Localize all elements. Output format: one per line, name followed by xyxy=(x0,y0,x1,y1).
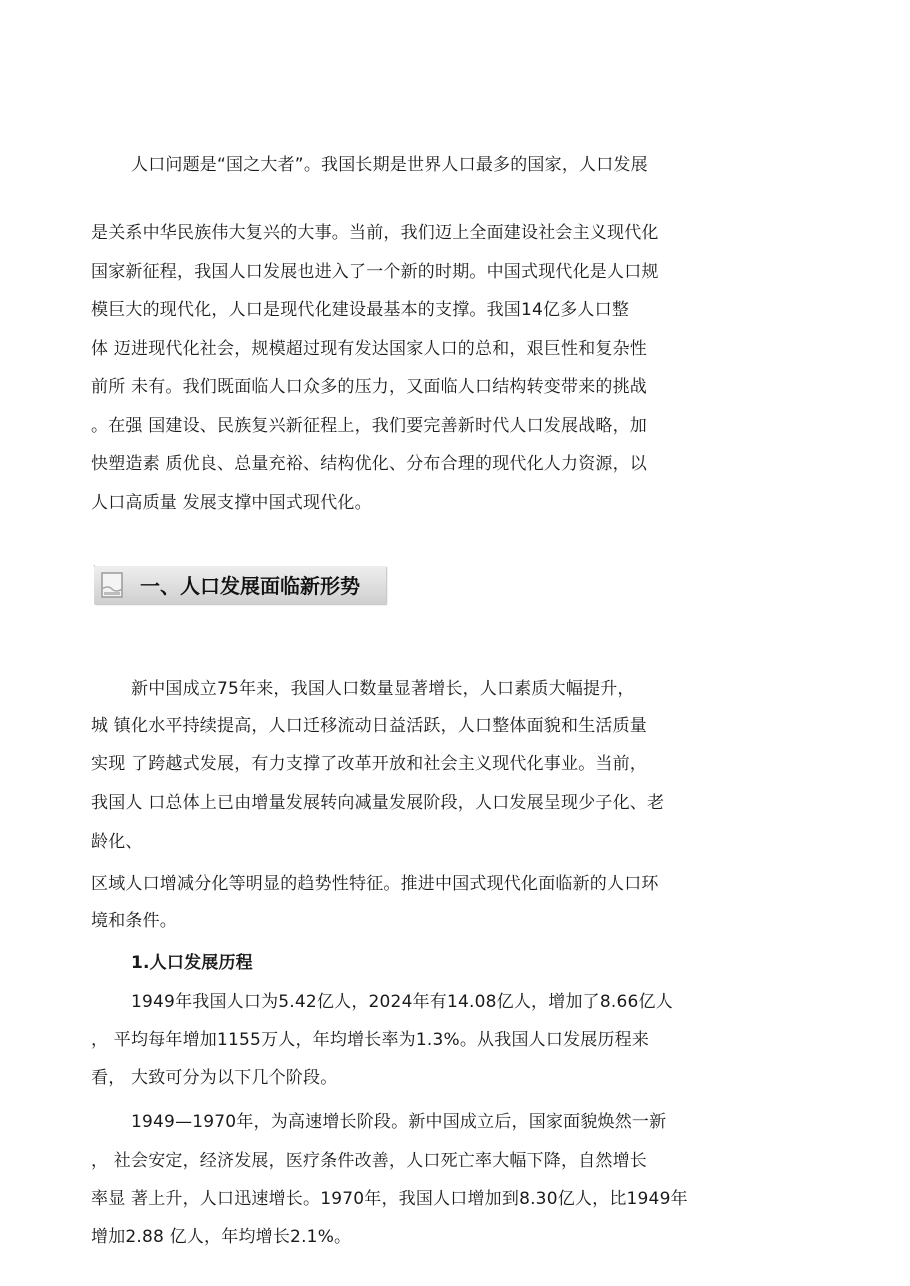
text-line: 人口高质量 发展支撑中国式现代化。 xyxy=(91,493,372,513)
text-line: 国家新征程，我国人口发展也进入了一个新的时期。中国式现代化是人口规 xyxy=(91,262,659,282)
text-line: 率显 著上升，人口迅速增长。1970年，我国人口增加到8.30亿人，比1949年 xyxy=(91,1189,688,1209)
text-line: 1949年我国人口为5.42亿人，2024年有14.08亿人，增加了8.66亿人 xyxy=(131,992,673,1012)
text-line: 体 迈进现代化社会，规模超过现有发达国家人口的总和，艰巨性和复杂性 xyxy=(91,339,648,359)
text-line: 境和条件。 xyxy=(91,911,177,931)
text-line: 人口问题是“国之大者”。我国长期是世界人口最多的国家，人口发展 xyxy=(131,155,648,175)
text-line: 城 镇化水平持续提高，人口迁移流动日益活跃，人口整体面貌和生活质量 xyxy=(91,716,648,736)
text-line: 快塑造素 质优良、总量充裕、结构优化、分布合理的现代化人力资源，以 xyxy=(91,454,648,474)
text-line: 是关系中华民族伟大复兴的大事。当前，我们迈上全面建设社会主义现代化 xyxy=(91,223,659,243)
text-line: 前所 未有。我们既面临人口众多的压力，又面临人口结构转变带来的挑战 xyxy=(91,377,648,397)
text-line: ， 平均每年增加1155万人，年均增长率为1.3%。从我国人口发展历程来 xyxy=(91,1030,650,1050)
subsection-heading: 1.人口发展历程 xyxy=(131,953,253,973)
text-line: 新中国成立75年来，我国人口数量显著增长，人口素质大幅提升， xyxy=(131,679,635,699)
text-line: 我国人 口总体上已由增量发展转向减量发展阶段，人口发展呈现少子化、老 xyxy=(91,793,665,813)
text-line: 增加2.88 亿人，年均增长2.1%。 xyxy=(91,1227,352,1247)
text-line: 实现 了跨越式发展，有力支撑了改革开放和社会主义现代化事业。当前， xyxy=(91,754,648,774)
text-line: 区域人口增减分化等明显的趋势性特征。推进中国式现代化面临新的人口环 xyxy=(91,874,659,894)
section-heading-title: 一、人口发展面临新形势 xyxy=(140,574,360,598)
text-line: 1949—1970年，为高速增长阶段。新中国成立后，国家面貌焕然一新 xyxy=(131,1112,667,1132)
text-line: 看， 大致可分为以下几个阶段。 xyxy=(91,1068,338,1088)
document-icon xyxy=(100,571,124,599)
section-heading xyxy=(94,566,386,604)
text-line: 。在强 国建设、民族复兴新征程上，我们要完善新时代人口发展战略，加 xyxy=(91,416,648,436)
text-line: 模巨大的现代化，人口是现代化建设最基本的支撑。我国14亿多人口整 xyxy=(91,300,630,320)
text-line: ， 社会安定，经济发展，医疗条件改善，人口死亡率大幅下降，自然增长 xyxy=(91,1151,648,1171)
text-line: 龄化、 xyxy=(91,832,143,852)
